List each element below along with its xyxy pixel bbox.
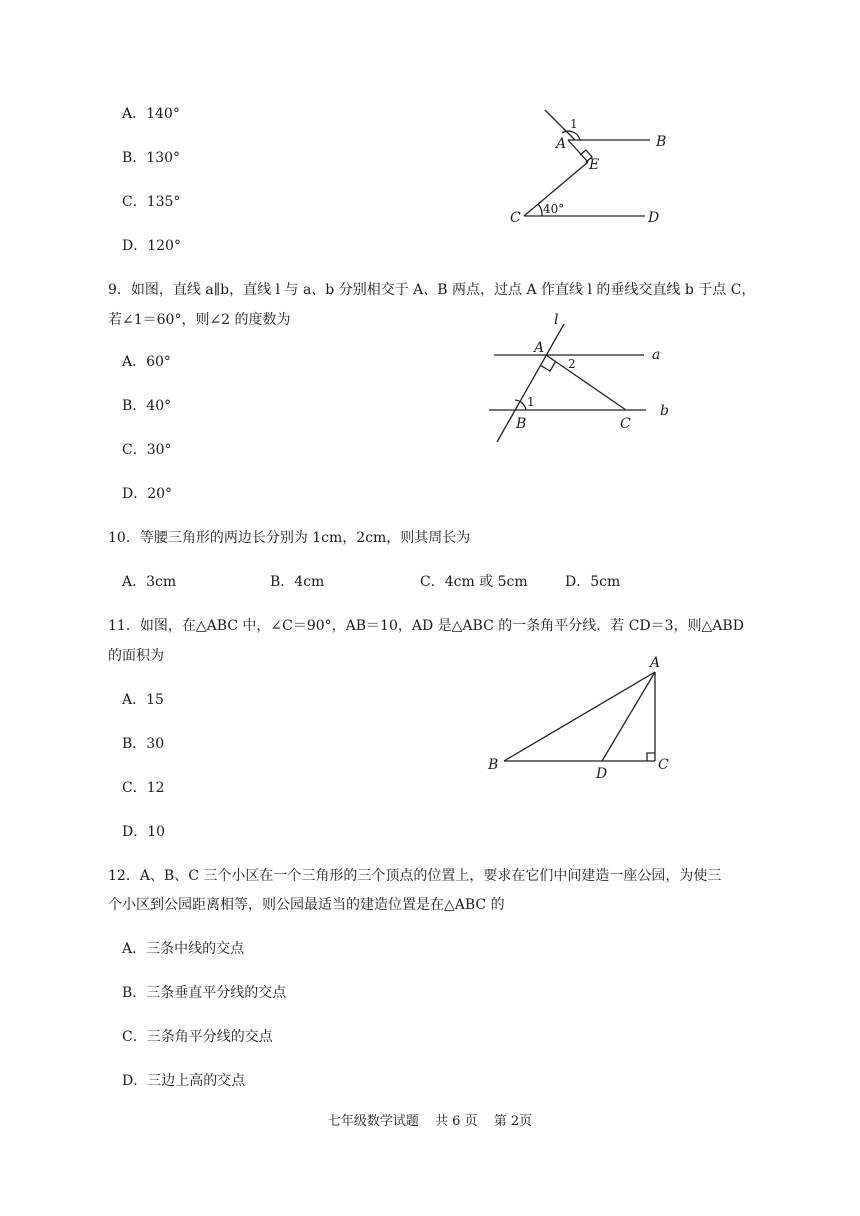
q11-side-ab <box>504 672 655 761</box>
q11-figure <box>480 652 680 782</box>
q9-option-c: C．30° <box>122 442 172 458</box>
q12-option-c: C．三条角平分线的交点 <box>122 1029 273 1045</box>
q11-option-a: A．15 <box>122 692 164 708</box>
q8-label-c: C <box>510 210 521 226</box>
q10-option-b: B．4cm <box>270 574 325 590</box>
q11-option-d: D．10 <box>122 824 166 840</box>
q12-option-a: A．三条中线的交点 <box>122 941 245 957</box>
q9-option-d: D．20° <box>122 486 173 502</box>
q8-label-b: B <box>656 134 667 150</box>
q12-stem-line2: 个小区到公园距离相等，则公园最适当的建造位置是在△ABC 的 <box>108 897 505 913</box>
q11-option-b: B．30 <box>122 736 165 752</box>
q11-option-c: C．12 <box>122 780 165 796</box>
q9-line-l <box>497 324 564 442</box>
q8-option-c: C．135° <box>122 194 181 210</box>
q9-label-line-b: b <box>660 403 669 419</box>
q9-label-l: l <box>554 312 559 328</box>
q9-label-2: 2 <box>568 357 576 371</box>
q9-label-c: C <box>620 416 631 432</box>
q9-stem-line1: 9．如图，直线 a∥b，直线 l 与 a、b 分别相交于 A、B 两点，过点 A 作直线 l 的垂线交直线 b 于点 C， <box>108 282 756 298</box>
footer-title: 七年级数学试题 <box>327 1114 419 1129</box>
q9-stem-line2: 若∠1＝60°，则∠2 的度数为 <box>108 312 291 328</box>
page-footer <box>0 1110 860 1129</box>
q12-stem-line1: 12．A、B、C 三个小区在一个三角形的三个顶点的位置上，要求在它们中间建造一座公园，为使三 <box>108 868 722 884</box>
q8-label-40: 40° <box>543 202 565 216</box>
q8-option-b: B．130° <box>122 150 181 166</box>
q11-stem-line1: 11．如图，在△ABC 中，∠C＝90°，AB＝10，AD 是△ABC 的一条角平分线．若 CD＝3，则△ABD <box>108 618 744 634</box>
q9-figure <box>480 312 680 447</box>
q8-option-a: A．140° <box>122 106 180 122</box>
q8-figure <box>500 100 700 235</box>
q9-label-line-a: a <box>652 347 661 363</box>
q8-label-d: D <box>648 210 660 226</box>
q11-right-angle-mark <box>647 753 655 761</box>
footer-total-pages: 共 6 页 <box>435 1114 478 1129</box>
q9-option-b: B．40° <box>122 398 172 414</box>
q12-option-d: D．三边上高的交点 <box>122 1073 246 1089</box>
q11-label-b: B <box>488 757 499 773</box>
q8-label-1: 1 <box>570 117 578 131</box>
q10-option-d: D．5cm <box>565 574 621 590</box>
q8-label-a: A <box>556 136 567 152</box>
q10-option-c: C．4cm 或 5cm <box>420 574 528 590</box>
q11-stem-line2: 的面积为 <box>108 648 164 664</box>
q9-label-b: B <box>516 416 527 432</box>
q9-label-a: A <box>534 340 545 356</box>
q8-angle40-arc <box>538 204 542 216</box>
q9-label-1: 1 <box>527 395 535 409</box>
q8-label-e: E <box>589 157 600 173</box>
q10-stem: 10．等腰三角形的两边长分别为 1cm，2cm，则其周长为 <box>108 530 471 546</box>
q11-label-c: C <box>658 757 669 773</box>
q10-option-a: A．3cm <box>122 574 177 590</box>
q11-label-a: A <box>650 655 661 671</box>
q11-label-d: D <box>596 766 608 782</box>
q11-bisector-ad <box>602 672 655 761</box>
q9-segment-ac <box>546 355 626 410</box>
q12-option-b: B．三条垂直平分线的交点 <box>122 985 287 1001</box>
footer-page-number: 第 2页 <box>493 1114 533 1129</box>
q9-option-a: A．60° <box>122 354 171 370</box>
q8-option-d: D．120° <box>122 238 181 254</box>
